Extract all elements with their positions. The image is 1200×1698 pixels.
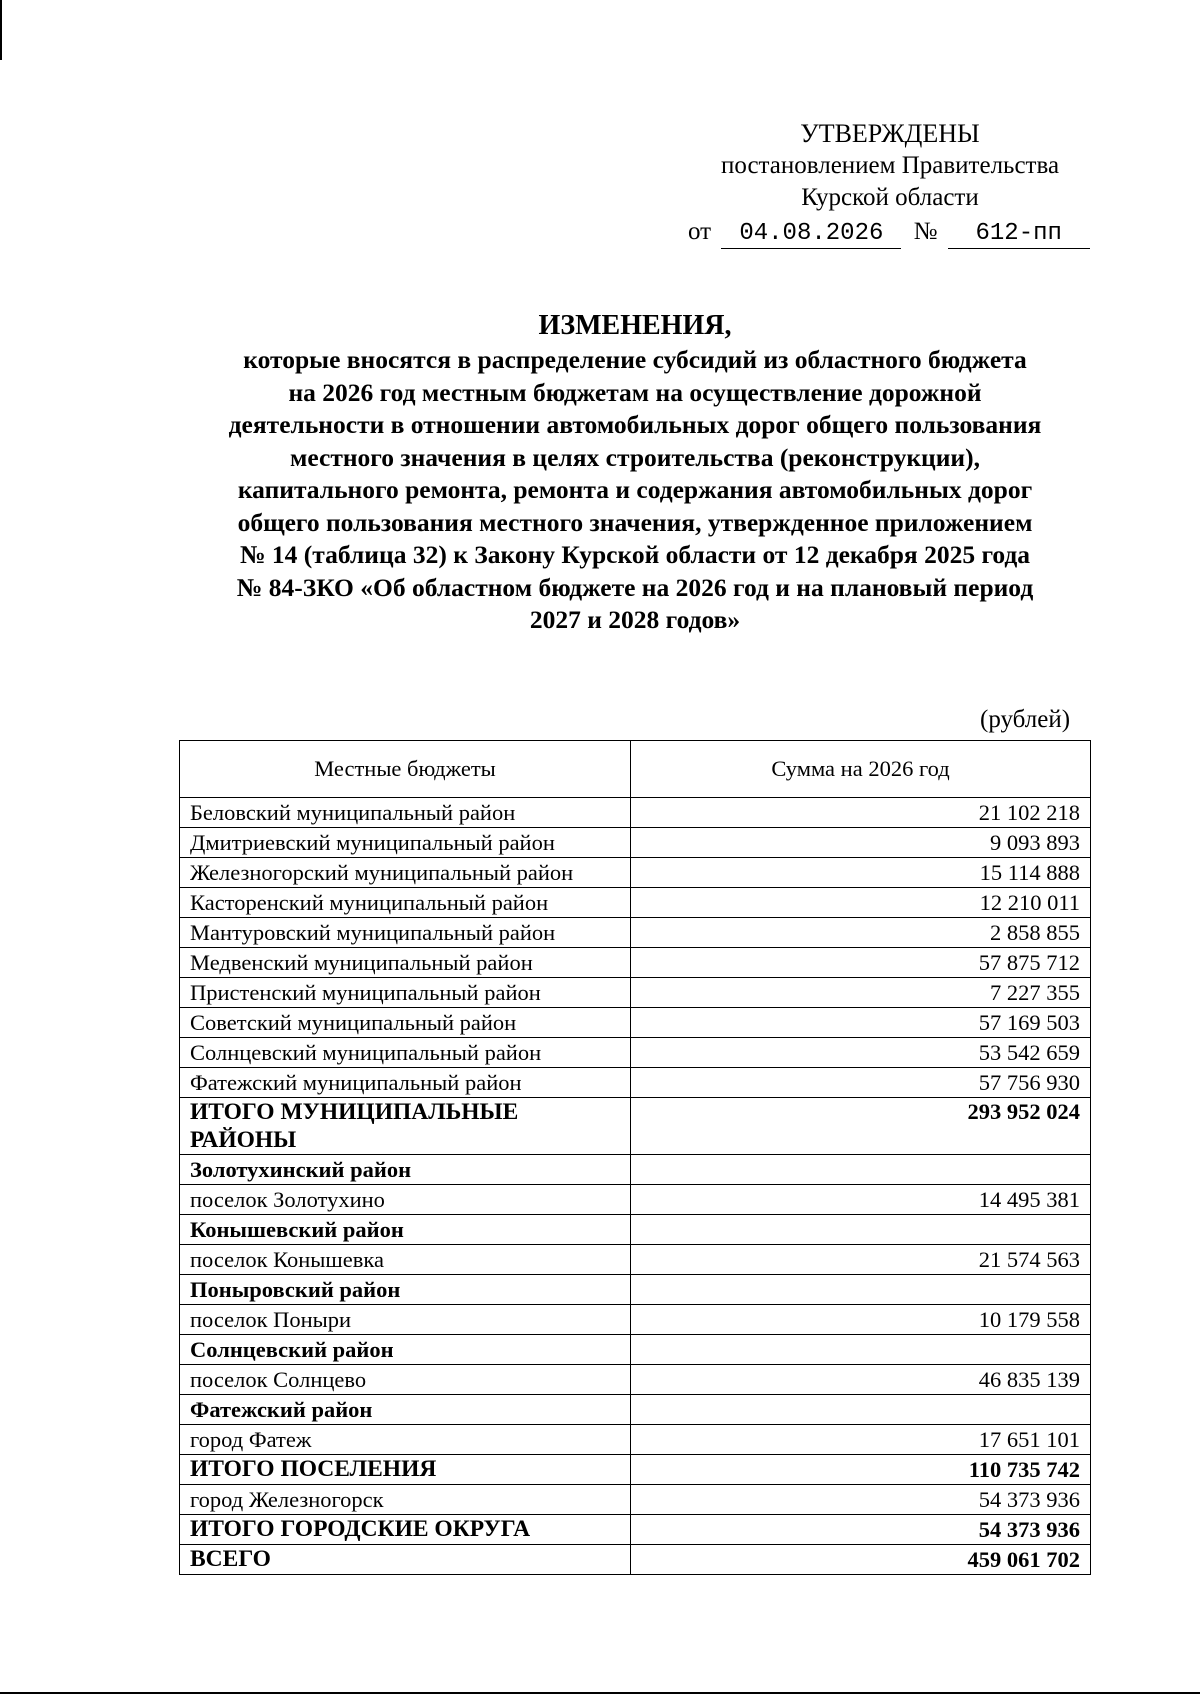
row-budget-name: ВСЕГО xyxy=(180,1545,631,1575)
document-title xyxy=(150,308,1120,637)
row-amount: 54 373 936 xyxy=(631,1515,1091,1545)
row-amount: 21 574 563 xyxy=(631,1245,1091,1275)
table-body xyxy=(180,798,1091,1575)
row-amount xyxy=(631,1155,1091,1185)
table-group-row xyxy=(180,1275,1091,1305)
row-budget-name: город Железногорск xyxy=(180,1485,631,1515)
approval-stamp xyxy=(690,118,1090,214)
row-budget-name: Медвенский муниципальный район xyxy=(180,948,631,978)
row-amount: 9 093 893 xyxy=(631,828,1091,858)
row-amount: 17 651 101 xyxy=(631,1425,1091,1455)
row-budget-name: Пристенский муниципальный район xyxy=(180,978,631,1008)
title-line-7: № 14 (таблица 32) к Закону Курской области от 12 декабря 2025 года xyxy=(239,540,1031,569)
title-line-9: 2027 и 2028 годов» xyxy=(529,605,741,634)
row-budget-name: поселок Золотухино xyxy=(180,1185,631,1215)
row-amount: 54 373 936 xyxy=(631,1485,1091,1515)
title-line-6: общего пользования местного значения, утвержденное приложением xyxy=(237,507,1033,537)
approval-number: 612-пп xyxy=(948,220,1090,249)
title-line-1: которые вносятся в распределение субсидий из областного бюджета xyxy=(243,345,1027,374)
scan-bottom-edge xyxy=(0,1692,1200,1694)
approval-line-authority: постановлением Правительства xyxy=(720,152,1060,179)
approval-line-region: Курской области xyxy=(801,184,979,211)
row-amount: 110 735 742 xyxy=(631,1455,1091,1485)
row-budget-name: Золотухинский район xyxy=(180,1155,631,1185)
row-budget-name: Мантуровский муниципальный район xyxy=(180,918,631,948)
row-budget-name: Дмитриевский муниципальный район xyxy=(180,828,631,858)
row-amount xyxy=(631,1275,1091,1305)
row-amount: 14 495 381 xyxy=(631,1185,1091,1215)
approval-heading: УТВЕРЖДЕНЫ xyxy=(800,119,980,148)
table-row xyxy=(180,948,1091,978)
row-amount: 21 102 218 xyxy=(631,798,1091,828)
table-group-row xyxy=(180,1155,1091,1185)
table-row xyxy=(180,828,1091,858)
row-amount: 12 210 011 xyxy=(631,888,1091,918)
title-line-4: местного значения в целях строительства (реконструкции), xyxy=(290,442,980,472)
row-budget-name: поселок Конышевка xyxy=(180,1245,631,1275)
row-budget-name: Касторенский муниципальный район xyxy=(180,888,631,918)
row-amount: 53 542 659 xyxy=(631,1038,1091,1068)
table-group-row xyxy=(180,1215,1091,1245)
row-amount: 15 114 888 xyxy=(631,858,1091,888)
table-row xyxy=(180,1245,1091,1275)
approval-date: 04.08.2026 xyxy=(721,220,901,249)
table-row xyxy=(180,1425,1091,1455)
table-row xyxy=(180,858,1091,888)
table-group-row xyxy=(180,1395,1091,1425)
row-budget-name: Фатежский муниципальный район xyxy=(180,1068,631,1098)
row-budget-name: город Фатеж xyxy=(180,1425,631,1455)
row-amount xyxy=(631,1215,1091,1245)
row-budget-name: Фатежский район xyxy=(180,1395,631,1425)
title-line-3: деятельности в отношении автомобильных дорог общего пользования xyxy=(228,410,1042,439)
row-budget-name: ИТОГО ПОСЕЛЕНИЯ xyxy=(180,1455,631,1485)
table-total-row xyxy=(180,1098,1091,1155)
unit-label: (рублей) xyxy=(980,706,1071,733)
budget-table xyxy=(179,740,1091,1575)
row-amount: 57 875 712 xyxy=(631,948,1091,978)
row-budget-name: Железногорский муниципальный район xyxy=(180,858,631,888)
table-total-row xyxy=(180,1515,1091,1545)
table-total-row xyxy=(180,1455,1091,1485)
table-row xyxy=(180,1365,1091,1395)
row-budget-name: ИТОГО МУНИЦИПАЛЬНЫЕ РАЙОНЫ xyxy=(180,1098,631,1155)
row-amount xyxy=(631,1395,1091,1425)
header-amount: Сумма на 2026 год xyxy=(631,741,1091,798)
row-amount: 10 179 558 xyxy=(631,1305,1091,1335)
title-line-5: капитального ремонта, ремонта и содержания автомобильных дорог xyxy=(237,475,1033,504)
row-amount: 7 227 355 xyxy=(631,978,1091,1008)
table-row xyxy=(180,888,1091,918)
row-amount: 57 169 503 xyxy=(631,1008,1091,1038)
title-line-2: на 2026 год местным бюджетам на осуществление дорожной xyxy=(288,377,982,407)
date-prefix: от xyxy=(688,218,712,245)
row-amount: 293 952 024 xyxy=(631,1098,1091,1155)
table-row xyxy=(180,798,1091,828)
row-budget-name: поселок Солнцево xyxy=(180,1365,631,1395)
row-budget-name: Советский муниципальный район xyxy=(180,1008,631,1038)
title-line-8: № 84-ЗКО «Об областном бюджете на 2026 год и на плановый период xyxy=(236,572,1034,602)
scan-edge-mark xyxy=(0,0,2,60)
table-row xyxy=(180,1485,1091,1515)
table-row xyxy=(180,1185,1091,1215)
row-amount xyxy=(631,1335,1091,1365)
table-row xyxy=(180,1305,1091,1335)
row-amount: 46 835 139 xyxy=(631,1365,1091,1395)
table-total-row xyxy=(180,1545,1091,1575)
table-row xyxy=(180,1038,1091,1068)
table-row xyxy=(180,1068,1091,1098)
row-budget-name: ИТОГО ГОРОДСКИЕ ОКРУГА xyxy=(180,1515,631,1545)
table-header-row xyxy=(180,741,1091,798)
approval-date-line xyxy=(688,218,1098,249)
table-row xyxy=(180,918,1091,948)
table-row xyxy=(180,1008,1091,1038)
header-local-budgets: Местные бюджеты xyxy=(180,741,631,798)
row-budget-name: Конышевский район xyxy=(180,1215,631,1245)
row-amount: 2 858 855 xyxy=(631,918,1091,948)
row-budget-name: поселок Поныри xyxy=(180,1305,631,1335)
table-group-row xyxy=(180,1335,1091,1365)
row-budget-name: Беловский муниципальный район xyxy=(180,798,631,828)
row-amount: 57 756 930 xyxy=(631,1068,1091,1098)
row-budget-name: Поныровский район xyxy=(180,1275,631,1305)
row-budget-name: Солнцевский район xyxy=(180,1335,631,1365)
row-budget-name: Солнцевский муниципальный район xyxy=(180,1038,631,1068)
row-amount: 459 061 702 xyxy=(631,1545,1091,1575)
title-main: ИЗМЕНЕНИЯ, xyxy=(538,310,732,341)
number-label: № xyxy=(913,218,938,245)
table-row xyxy=(180,978,1091,1008)
